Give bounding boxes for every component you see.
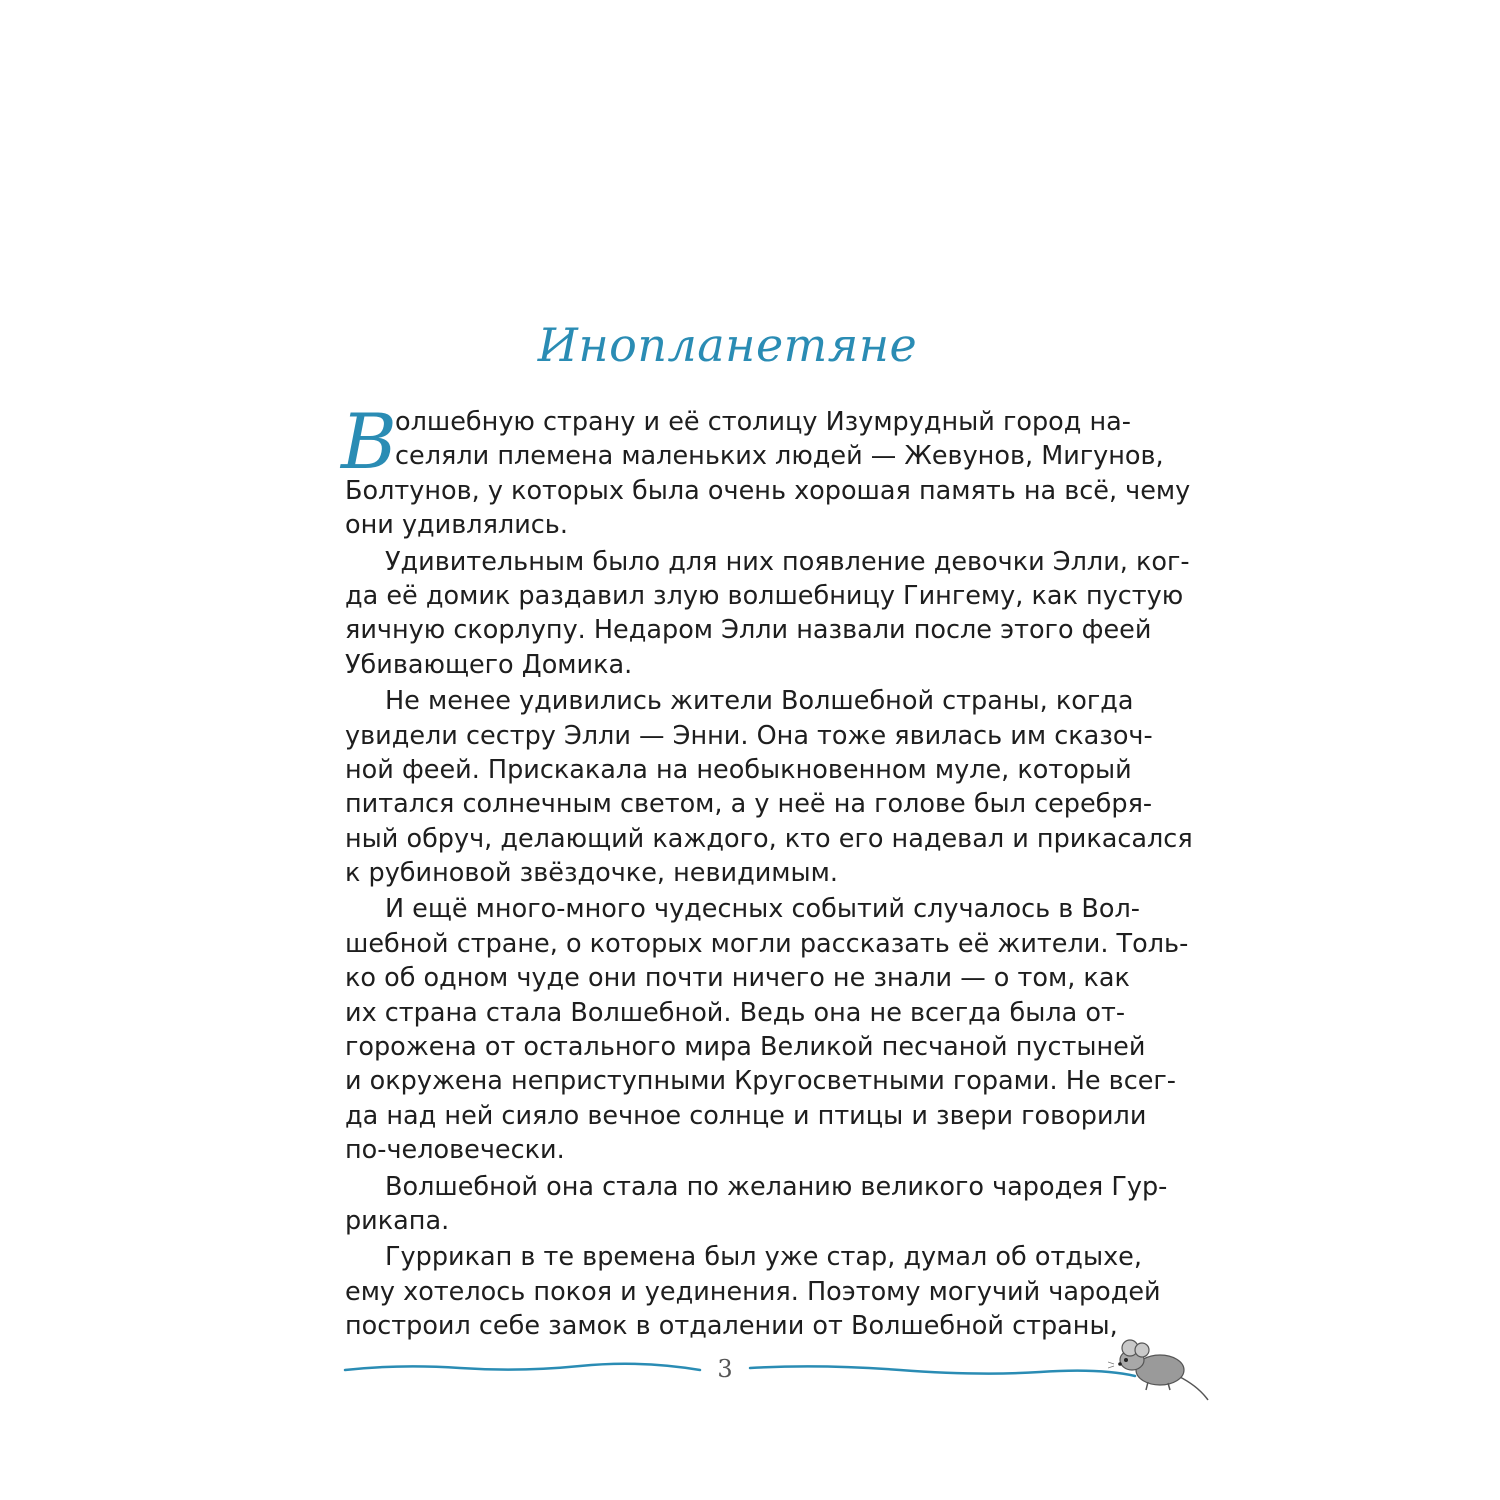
text-line: горожена от остального мира Великой песчаной пустыней: [345, 1032, 1146, 1063]
text-line: ко об одном чуде они почти ничего не знали — о том, как: [345, 963, 1130, 994]
text-line: ему хотелось покоя и уединения. Поэтому могучий чародей: [345, 1276, 1161, 1307]
paragraph-1: [345, 405, 1191, 543]
text-line: по-человечески.: [345, 1135, 565, 1166]
paragraph-4: [345, 892, 1189, 1167]
text-line: селяли племена маленьких людей — Жевунов, Мигунов,: [395, 441, 1164, 472]
drop-cap: В: [341, 397, 397, 486]
text-line: их страна стала Волшебной. Ведь она не всегда была от-: [345, 997, 1126, 1028]
text-line: питался солнечным светом, а у неё на голове был серебря-: [345, 789, 1153, 820]
paragraph-6: [345, 1240, 1161, 1343]
text-line: И ещё много-много чудесных событий случалось в Вол-: [385, 894, 1140, 925]
text-line: шебной стране, о которых могли рассказать её жители. Толь-: [345, 928, 1189, 959]
text-line: Не менее удивились жители Волшебной страны, когда: [385, 686, 1134, 717]
text-line: увидели сестру Элли — Энни. Она тоже явилась им сказоч-: [345, 720, 1153, 751]
text-line: к рубиновой звёздочке, невидимым.: [345, 858, 838, 889]
paragraph-2: [345, 545, 1190, 683]
text-line: яичную скорлупу. Недаром Элли назвали после этого феей: [345, 615, 1152, 646]
text-line: и окружена неприступными Кругосветными горами. Не всег-: [345, 1066, 1177, 1097]
text-line: Болтунов, у которых была очень хорошая память на всё, чему: [345, 475, 1191, 506]
text-line: ной феей. Прискакала на необыкновенном муле, который: [345, 754, 1132, 785]
page-number: 3: [717, 1355, 733, 1383]
paragraph-5: [345, 1170, 1168, 1239]
text-line: Удивительным было для них появление девочки Элли, ког-: [385, 546, 1190, 577]
text-line: рикапа.: [345, 1205, 450, 1236]
text-line: Волшебной она стала по желанию великого чародея Гур-: [385, 1171, 1168, 1202]
text-line: олшебную страну и её столицу Изумрудный город на-: [395, 407, 1131, 437]
text-line: построил себе замок в отдалении от Волшебной страны,: [345, 1311, 1118, 1342]
chapter-title: Инопланетяне: [537, 318, 918, 372]
paragraph-3: [345, 684, 1193, 890]
text-line: они удивлялись.: [345, 510, 568, 541]
text-line: да её домик раздавил злую волшебницу Гингему, как пустую: [345, 580, 1184, 611]
body-text: [341, 397, 1193, 1346]
text-line: ный обруч, делающий каждого, кто его надевал и прикасался: [345, 823, 1193, 854]
text-line: да над ней сияло вечное солнце и птицы и звери говорили: [345, 1100, 1147, 1131]
text-line: Убивающего Домика.: [345, 649, 633, 680]
text-line: Гуррикап в те времена был уже стар, думал об отдыхе,: [385, 1242, 1142, 1273]
mouse-illustration: [1108, 1328, 1213, 1408]
